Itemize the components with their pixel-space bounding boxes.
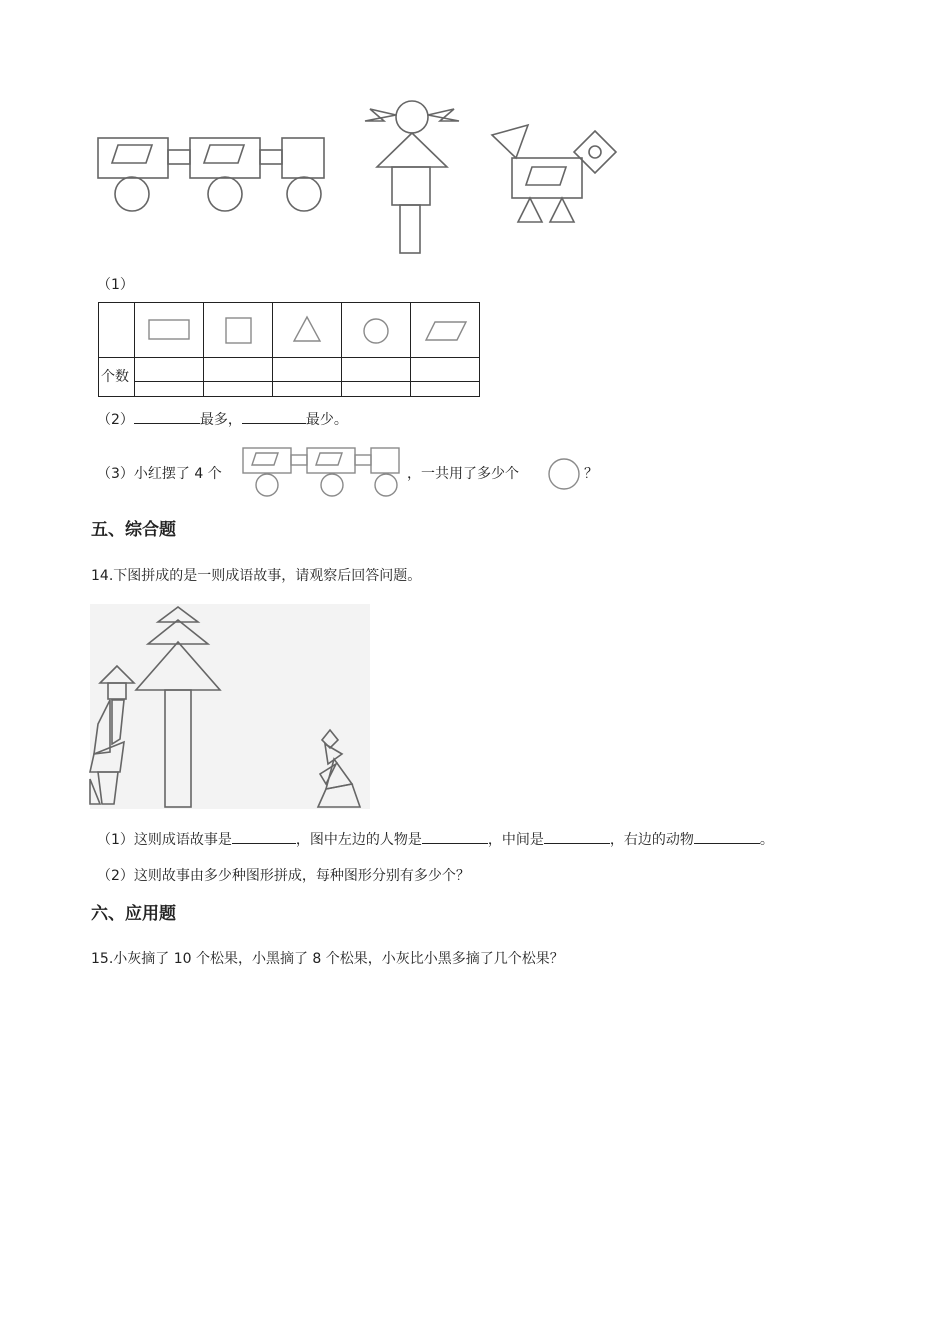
question-14: 14.下图拼成的是一则成语故事，请观察后回答问题。	[91, 568, 422, 584]
sub-question-2-most: 最多，	[199, 412, 242, 428]
count-answer-blank[interactable]	[342, 358, 411, 397]
section-6-title: 六、应用题	[91, 904, 176, 924]
shape-figures-illustration	[90, 95, 630, 260]
tangram-idiom-illustration	[90, 604, 370, 809]
sub-question-2-least: 最少。	[305, 412, 348, 428]
train-figure	[98, 138, 324, 211]
shape-count-table	[98, 302, 480, 397]
table-count-row	[99, 358, 480, 397]
sub-question-1-label: （1）	[97, 277, 134, 293]
girl-figure	[365, 101, 459, 253]
rectangle-icon	[135, 303, 203, 357]
sub-question-2	[97, 409, 348, 430]
table-corner-cell	[99, 303, 135, 358]
count-row-label: 个数	[99, 358, 135, 397]
table-header-cell	[342, 303, 411, 358]
question-14-part-2: （2）这则故事由多少种图形拼成，每种图形分别有多少个？	[97, 868, 470, 884]
table-header-row	[99, 303, 480, 358]
q14-1-text-e: 。	[759, 832, 774, 848]
dog-figure	[492, 125, 616, 222]
answer-blank-middle[interactable]	[544, 829, 610, 844]
answer-blank-idiom[interactable]	[232, 829, 296, 844]
count-answer-blank[interactable]	[204, 358, 273, 397]
question-15: 15.小灰摘了 10 个松果，小黑摘了 8 个松果，小灰比小黑多摘了几个松果？	[91, 951, 564, 967]
count-answer-blank[interactable]	[273, 358, 342, 397]
circle-icon	[546, 456, 582, 492]
table-header-cell	[273, 303, 342, 358]
parallelogram-icon	[411, 303, 479, 357]
q14-1-text-c: ，中间是	[487, 832, 544, 848]
sub-question-3-end: ？	[584, 466, 598, 482]
question-14-part-1	[97, 829, 774, 850]
square-icon	[204, 303, 272, 357]
table-header-cell	[135, 303, 204, 358]
answer-blank-person[interactable]	[422, 829, 488, 844]
q14-1-text-b: ，图中左边的人物是	[295, 832, 422, 848]
count-answer-blank[interactable]	[135, 358, 204, 397]
sub-question-3-mid: ，一共用了多少个	[407, 466, 519, 482]
q14-1-text-a: （1）这则成语故事是	[97, 832, 232, 848]
answer-blank-least[interactable]	[242, 409, 306, 424]
count-answer-blank[interactable]	[411, 358, 480, 397]
section-5-title: 五、综合题	[91, 520, 176, 540]
sub-question-3-prefix: （3）小红摆了 4 个	[97, 466, 222, 482]
small-train-icon	[240, 445, 405, 500]
answer-blank-most[interactable]	[134, 409, 200, 424]
triangle-icon	[273, 303, 341, 357]
q14-1-text-d: ，右边的动物	[609, 832, 694, 848]
circle-icon	[342, 303, 410, 357]
answer-blank-animal[interactable]	[694, 829, 760, 844]
table-header-cell	[411, 303, 480, 358]
sub-question-2-prefix: （2）	[97, 412, 134, 428]
table-header-cell	[204, 303, 273, 358]
